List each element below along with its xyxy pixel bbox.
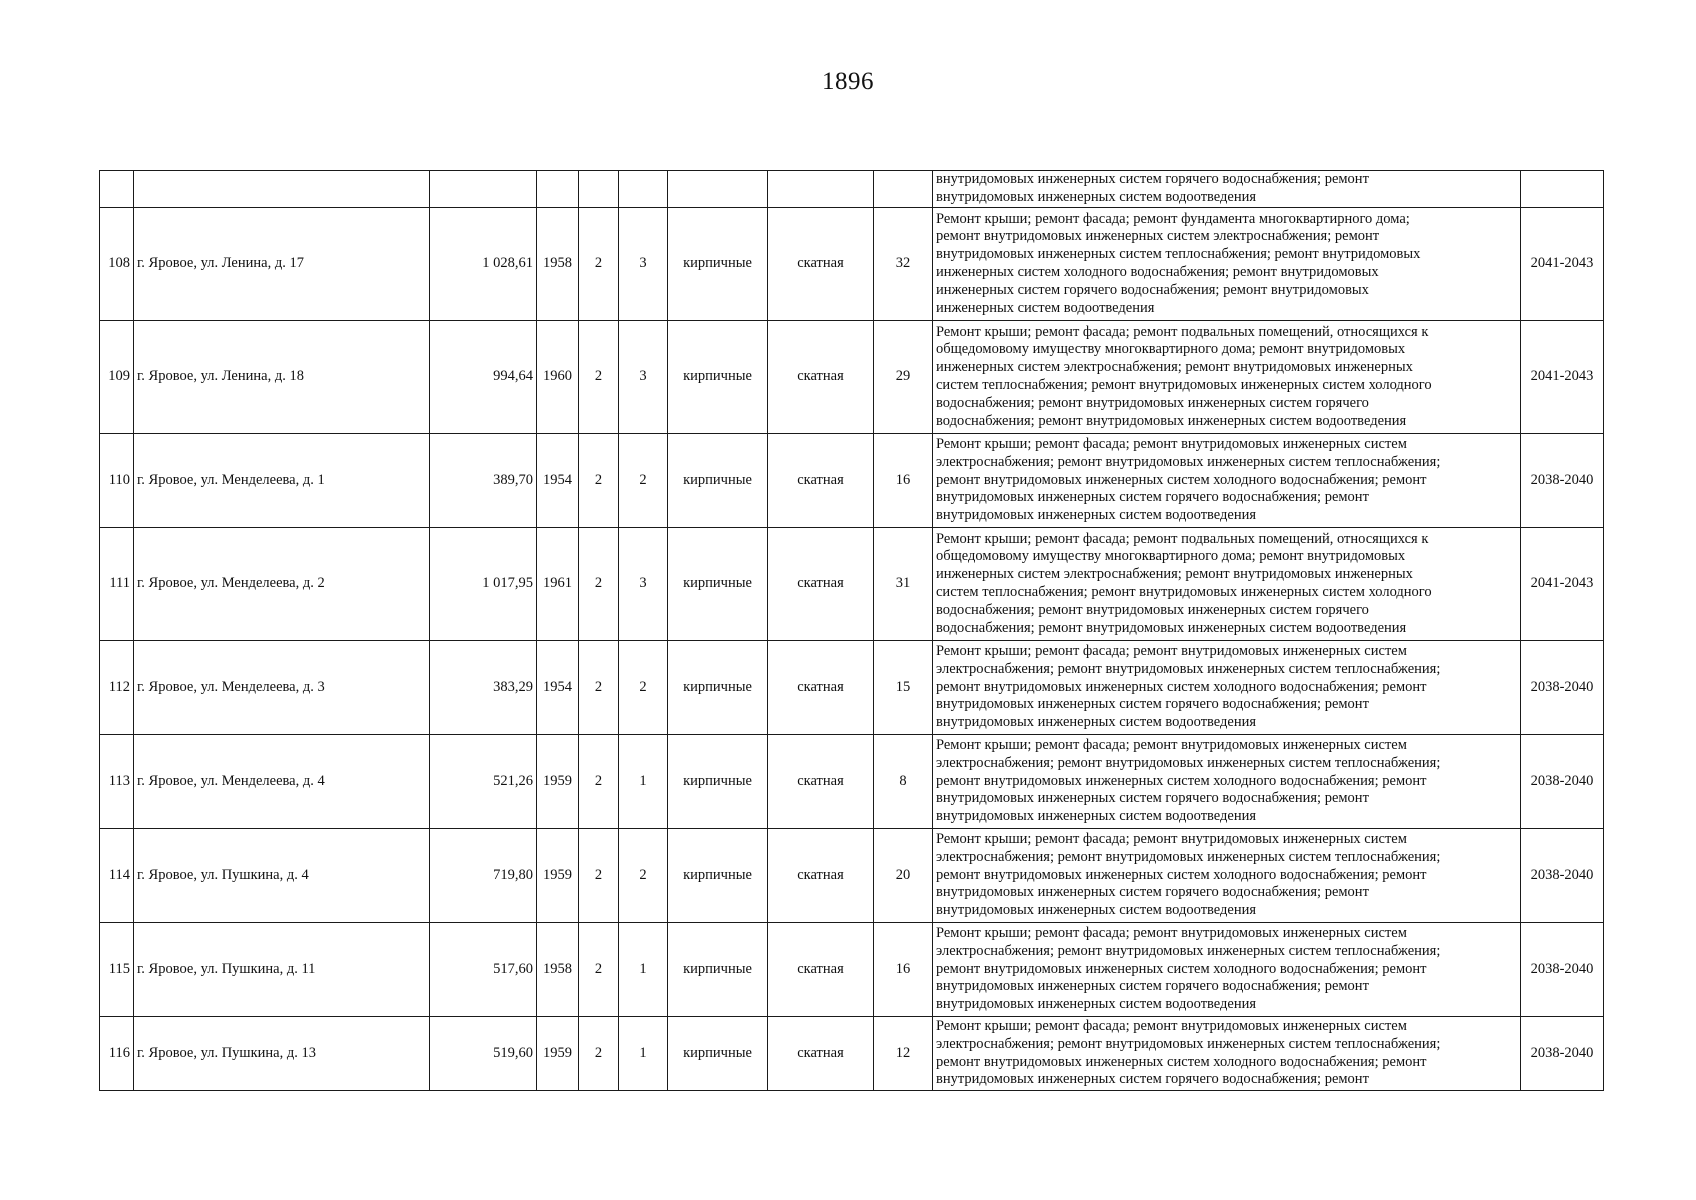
cell-area	[430, 171, 537, 208]
cell-works: Ремонт крыши; ремонт фасада; ремонт фундамента многоквартирного дома; ремонт внутридомовых инженерных систем электроснабжения; ремонт внутридомовых инженерных систем теплоснабжения; ремонт внутридомовых инженерных систем холодного водоснабжения; ремонт внутридомовых инженерных систем горячего водоснабжения; ремонт внутридомовых инженерных систем водоотведения	[933, 208, 1521, 321]
cell-floors: 2	[579, 829, 619, 923]
cell-walls: кирпичные	[668, 434, 768, 528]
cell-works: внутридомовых инженерных систем горячего водоснабжения; ремонт внутридомовых инженерных систем водоотведения	[933, 171, 1521, 208]
cell-floors: 2	[579, 528, 619, 641]
cell-floors: 2	[579, 923, 619, 1017]
cell-num: 116	[100, 1017, 134, 1091]
table-row	[100, 528, 1604, 641]
table-row	[100, 1017, 1604, 1091]
cell-works: Ремонт крыши; ремонт фасада; ремонт подвальных помещений, относящихся к общедомовому имуществу многоквартирного дома; ремонт внутридомовых инженерных систем электроснабжения; ремонт внутридомовых инженерных систем теплоснабжения; ремонт внутридомовых инженерных систем холодного водоснабжения; ремонт внутридомовых инженерных систем горячего водоснабжения; ремонт внутридомовых инженерных систем водоотведения	[933, 528, 1521, 641]
page-number: 1896	[822, 68, 874, 95]
cell-roof: скатная	[768, 208, 874, 321]
cell-area: 383,29	[430, 641, 537, 735]
cell-address: г. Яровое, ул. Менделеева, д. 2	[134, 528, 430, 641]
cell-floors: 2	[579, 641, 619, 735]
cell-num	[100, 171, 134, 208]
cell-roof: скатная	[768, 641, 874, 735]
cell-residents	[874, 171, 933, 208]
cell-period: 2038-2040	[1521, 829, 1604, 923]
cell-walls: кирпичные	[668, 321, 768, 434]
cell-year: 1961	[537, 528, 579, 641]
cell-roof: скатная	[768, 434, 874, 528]
table-row	[100, 923, 1604, 1017]
cell-area: 994,64	[430, 321, 537, 434]
cell-address: г. Яровое, ул. Ленина, д. 18	[134, 321, 430, 434]
table-row	[100, 321, 1604, 434]
cell-residents: 29	[874, 321, 933, 434]
cell-entrances: 2	[619, 829, 668, 923]
cell-year: 1960	[537, 321, 579, 434]
cell-roof: скатная	[768, 321, 874, 434]
cell-num: 110	[100, 434, 134, 528]
cell-walls: кирпичные	[668, 923, 768, 1017]
cell-entrances: 1	[619, 923, 668, 1017]
cell-roof: скатная	[768, 735, 874, 829]
table-row	[100, 434, 1604, 528]
cell-year: 1954	[537, 641, 579, 735]
cell-works: Ремонт крыши; ремонт фасада; ремонт внутридомовых инженерных систем электроснабжения; ремонт внутридомовых инженерных систем теплоснабжения; ремонт внутридомовых инженерных систем холодного водоснабжения; ремонт внутридомовых инженерных систем горячего водоснабжения; ремонт внутридомовых инженерных систем водоотведения	[933, 923, 1521, 1017]
cell-year: 1958	[537, 923, 579, 1017]
cell-area: 517,60	[430, 923, 537, 1017]
cell-entrances: 1	[619, 735, 668, 829]
table-row	[100, 641, 1604, 735]
cell-entrances: 2	[619, 641, 668, 735]
cell-walls	[668, 171, 768, 208]
cell-period: 2038-2040	[1521, 923, 1604, 1017]
table-row	[100, 735, 1604, 829]
cell-works: Ремонт крыши; ремонт фасада; ремонт внутридомовых инженерных систем электроснабжения; ремонт внутридомовых инженерных систем теплоснабжения; ремонт внутридомовых инженерных систем холодного водоснабжения; ремонт внутридомовых инженерных систем горячего водоснабжения; ремонт	[933, 1017, 1521, 1091]
cell-floors: 2	[579, 208, 619, 321]
cell-floors: 2	[579, 321, 619, 434]
cell-address: г. Яровое, ул. Менделеева, д. 3	[134, 641, 430, 735]
cell-num: 108	[100, 208, 134, 321]
cell-period: 2041-2043	[1521, 528, 1604, 641]
cell-period	[1521, 171, 1604, 208]
cell-works: Ремонт крыши; ремонт фасада; ремонт внутридомовых инженерных систем электроснабжения; ремонт внутридомовых инженерных систем теплоснабжения; ремонт внутридомовых инженерных систем холодного водоснабжения; ремонт внутридомовых инженерных систем горячего водоснабжения; ремонт внутридомовых инженерных систем водоотведения	[933, 735, 1521, 829]
table-row	[100, 829, 1604, 923]
cell-entrances: 2	[619, 434, 668, 528]
cell-period: 2038-2040	[1521, 641, 1604, 735]
cell-year: 1959	[537, 1017, 579, 1091]
cell-area: 1 017,95	[430, 528, 537, 641]
cell-period: 2038-2040	[1521, 735, 1604, 829]
table-row-continuation	[100, 171, 1604, 208]
cell-year: 1959	[537, 829, 579, 923]
cell-residents: 12	[874, 1017, 933, 1091]
cell-year: 1959	[537, 735, 579, 829]
cell-address: г. Яровое, ул. Менделеева, д. 1	[134, 434, 430, 528]
cell-walls: кирпичные	[668, 208, 768, 321]
cell-address	[134, 171, 430, 208]
cell-period: 2041-2043	[1521, 321, 1604, 434]
cell-entrances: 1	[619, 1017, 668, 1091]
cell-entrances: 3	[619, 208, 668, 321]
cell-address: г. Яровое, ул. Ленина, д. 17	[134, 208, 430, 321]
cell-area: 519,60	[430, 1017, 537, 1091]
cell-period: 2038-2040	[1521, 434, 1604, 528]
cell-walls: кирпичные	[668, 1017, 768, 1091]
cell-works: Ремонт крыши; ремонт фасада; ремонт внутридомовых инженерных систем электроснабжения; ремонт внутридомовых инженерных систем теплоснабжения; ремонт внутридомовых инженерных систем холодного водоснабжения; ремонт внутридомовых инженерных систем горячего водоснабжения; ремонт внутридомовых инженерных систем водоотведения	[933, 641, 1521, 735]
cell-area: 521,26	[430, 735, 537, 829]
cell-walls: кирпичные	[668, 528, 768, 641]
cell-floors: 2	[579, 735, 619, 829]
cell-roof	[768, 171, 874, 208]
cell-period: 2038-2040	[1521, 1017, 1604, 1091]
cell-address: г. Яровое, ул. Пушкина, д. 4	[134, 829, 430, 923]
cell-num: 112	[100, 641, 134, 735]
cell-num: 114	[100, 829, 134, 923]
cell-address: г. Яровое, ул. Менделеева, д. 4	[134, 735, 430, 829]
cell-residents: 32	[874, 208, 933, 321]
cell-area: 719,80	[430, 829, 537, 923]
cell-year: 1958	[537, 208, 579, 321]
cell-area: 389,70	[430, 434, 537, 528]
cell-roof: скатная	[768, 923, 874, 1017]
cell-residents: 8	[874, 735, 933, 829]
cell-address: г. Яровое, ул. Пушкина, д. 11	[134, 923, 430, 1017]
cell-address: г. Яровое, ул. Пушкина, д. 13	[134, 1017, 430, 1091]
cell-floors	[579, 171, 619, 208]
cell-works: Ремонт крыши; ремонт фасада; ремонт внутридомовых инженерных систем электроснабжения; ремонт внутридомовых инженерных систем теплоснабжения; ремонт внутридомовых инженерных систем холодного водоснабжения; ремонт внутридомовых инженерных систем горячего водоснабжения; ремонт внутридомовых инженерных систем водоотведения	[933, 434, 1521, 528]
cell-residents: 31	[874, 528, 933, 641]
cell-works: Ремонт крыши; ремонт фасада; ремонт внутридомовых инженерных систем электроснабжения; ремонт внутридомовых инженерных систем теплоснабжения; ремонт внутридомовых инженерных систем холодного водоснабжения; ремонт внутридомовых инженерных систем горячего водоснабжения; ремонт внутридомовых инженерных систем водоотведения	[933, 829, 1521, 923]
cell-roof: скатная	[768, 1017, 874, 1091]
cell-area: 1 028,61	[430, 208, 537, 321]
cell-walls: кирпичные	[668, 735, 768, 829]
cell-walls: кирпичные	[668, 641, 768, 735]
cell-year: 1954	[537, 434, 579, 528]
cell-residents: 16	[874, 434, 933, 528]
cell-year	[537, 171, 579, 208]
cell-num: 111	[100, 528, 134, 641]
cell-works: Ремонт крыши; ремонт фасада; ремонт подвальных помещений, относящихся к общедомовому имуществу многоквартирного дома; ремонт внутридомовых инженерных систем электроснабжения; ремонт внутридомовых инженерных систем теплоснабжения; ремонт внутридомовых инженерных систем холодного водоснабжения; ремонт внутридомовых инженерных систем горячего водоснабжения; ремонт внутридомовых инженерных систем водоотведения	[933, 321, 1521, 434]
cell-entrances	[619, 171, 668, 208]
cell-period: 2041-2043	[1521, 208, 1604, 321]
cell-num: 115	[100, 923, 134, 1017]
cell-residents: 20	[874, 829, 933, 923]
cell-residents: 16	[874, 923, 933, 1017]
cell-roof: скатная	[768, 528, 874, 641]
cell-walls: кирпичные	[668, 829, 768, 923]
cell-floors: 2	[579, 1017, 619, 1091]
cell-num: 113	[100, 735, 134, 829]
cell-roof: скатная	[768, 829, 874, 923]
housing-repair-table	[99, 170, 1604, 1091]
table-body	[100, 171, 1604, 1091]
cell-entrances: 3	[619, 321, 668, 434]
cell-residents: 15	[874, 641, 933, 735]
cell-num: 109	[100, 321, 134, 434]
table-row	[100, 208, 1604, 321]
cell-floors: 2	[579, 434, 619, 528]
cell-entrances: 3	[619, 528, 668, 641]
